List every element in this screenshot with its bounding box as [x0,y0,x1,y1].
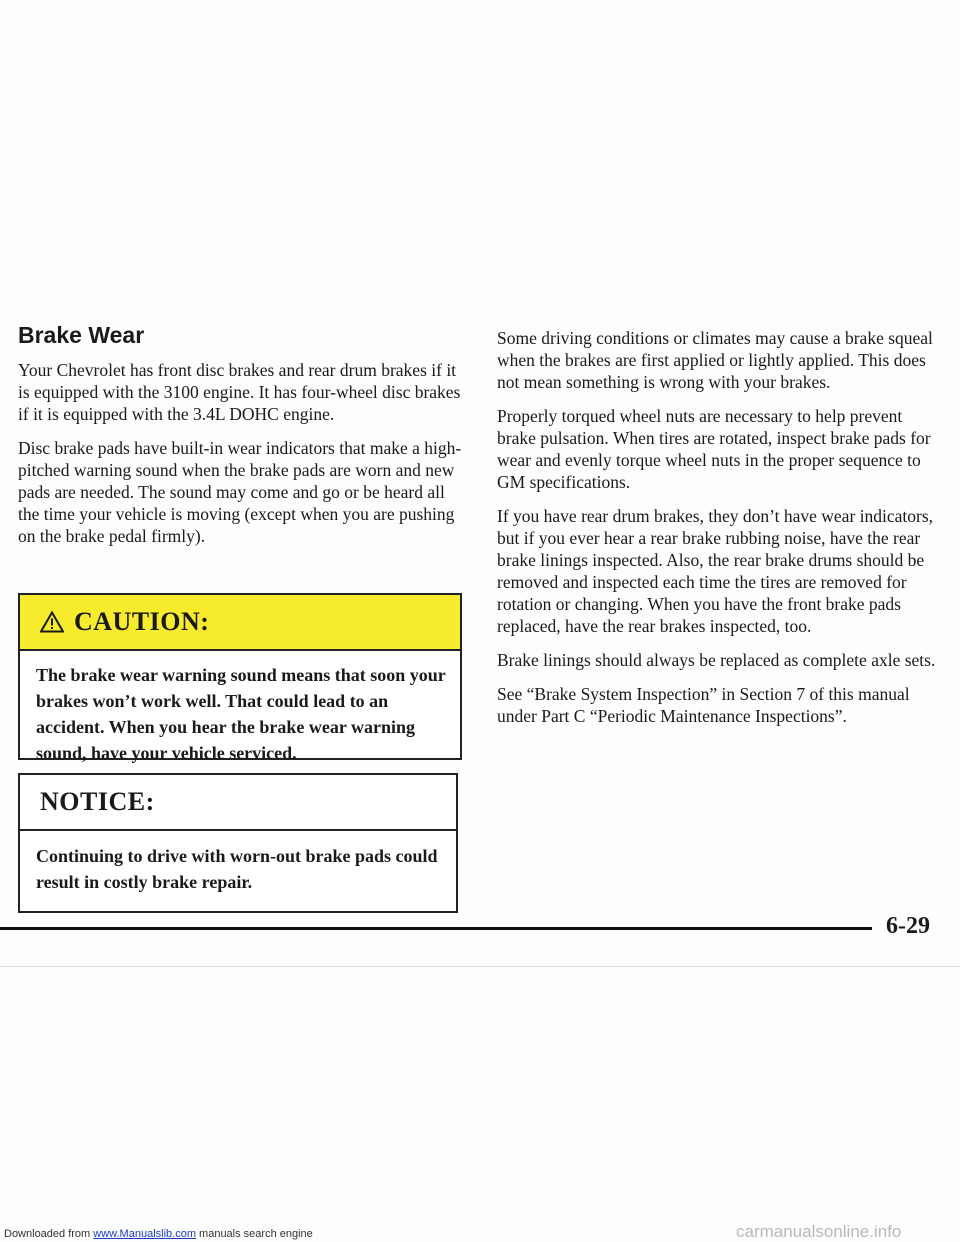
caution-label: CAUTION: [74,607,210,636]
left-column [18,322,468,559]
paragraph: Brake linings should always be replaced as complete axle sets. [497,650,936,670]
caution-text: The brake wear warning sound means that soon your brakes won’t work well. That could lead to an accident. When you hear the brake wear warning sound, have your vehicle serviced. [36,665,446,763]
paragraph: Disc brake pads have built-in wear indicators that make a high-pitched warning sound when the brake pads are worn and new pads are needed. The sound may come and go or be heard all the time your vehicle is moving (except when you are pushing on the brake pedal firmly). [18,438,462,546]
footer-prefix: Downloaded from [4,1228,94,1240]
paragraph: See “Brake System Inspection” in Section 7 of this manual under Part C “Periodic Maintenance Inspections”. [497,684,910,726]
warning-triangle-icon [40,611,64,633]
right-column [497,327,942,739]
watermark: carmanualsonline.info [736,1222,902,1241]
notice-box [18,773,458,913]
paragraph: Some driving conditions or climates may cause a brake squeal when the brakes are first applied or lightly applied. This does not mean something is wrong with your brakes. [497,328,933,392]
paragraph: If you have rear drum brakes, they don’t have wear indicators, but if you ever hear a rear brake rubbing noise, have the rear brake linings inspected. Also, the rear brake drums should be removed and inspected each time the tires are removed for rotation or changing. When you have the front brake pads replaced, have the rear brakes inspected, too. [497,506,934,636]
notice-label: NOTICE: [40,787,155,816]
paragraph: Properly torqued wheel nuts are necessary to help prevent brake pulsation. When tires are rotated, inspect brake pads for wear and evenly torque wheel nuts in the proper sequence to GM specifications. [497,406,931,492]
download-footer [4,1228,313,1240]
footer-suffix: manuals search engine [195,1228,313,1240]
notice-text: Continuing to drive with worn-out brake pads could result in costly brake repair. [36,846,438,892]
page-rule [0,927,872,930]
notice-header [20,775,456,831]
caution-box [18,593,462,763]
section-heading: Brake Wear [18,322,145,348]
paragraph: Your Chevrolet has front disc brakes and rear drum brakes if it is equipped with the 3100 engine. It has four-wheel disc brakes if it is equipped with the 3.4L DOHC engine. [18,360,461,424]
manualslib-link[interactable]: www.Manualslib.com [93,1228,196,1240]
page-number: 6-29 [886,913,930,939]
caution-header [20,595,460,651]
divider [0,966,960,967]
